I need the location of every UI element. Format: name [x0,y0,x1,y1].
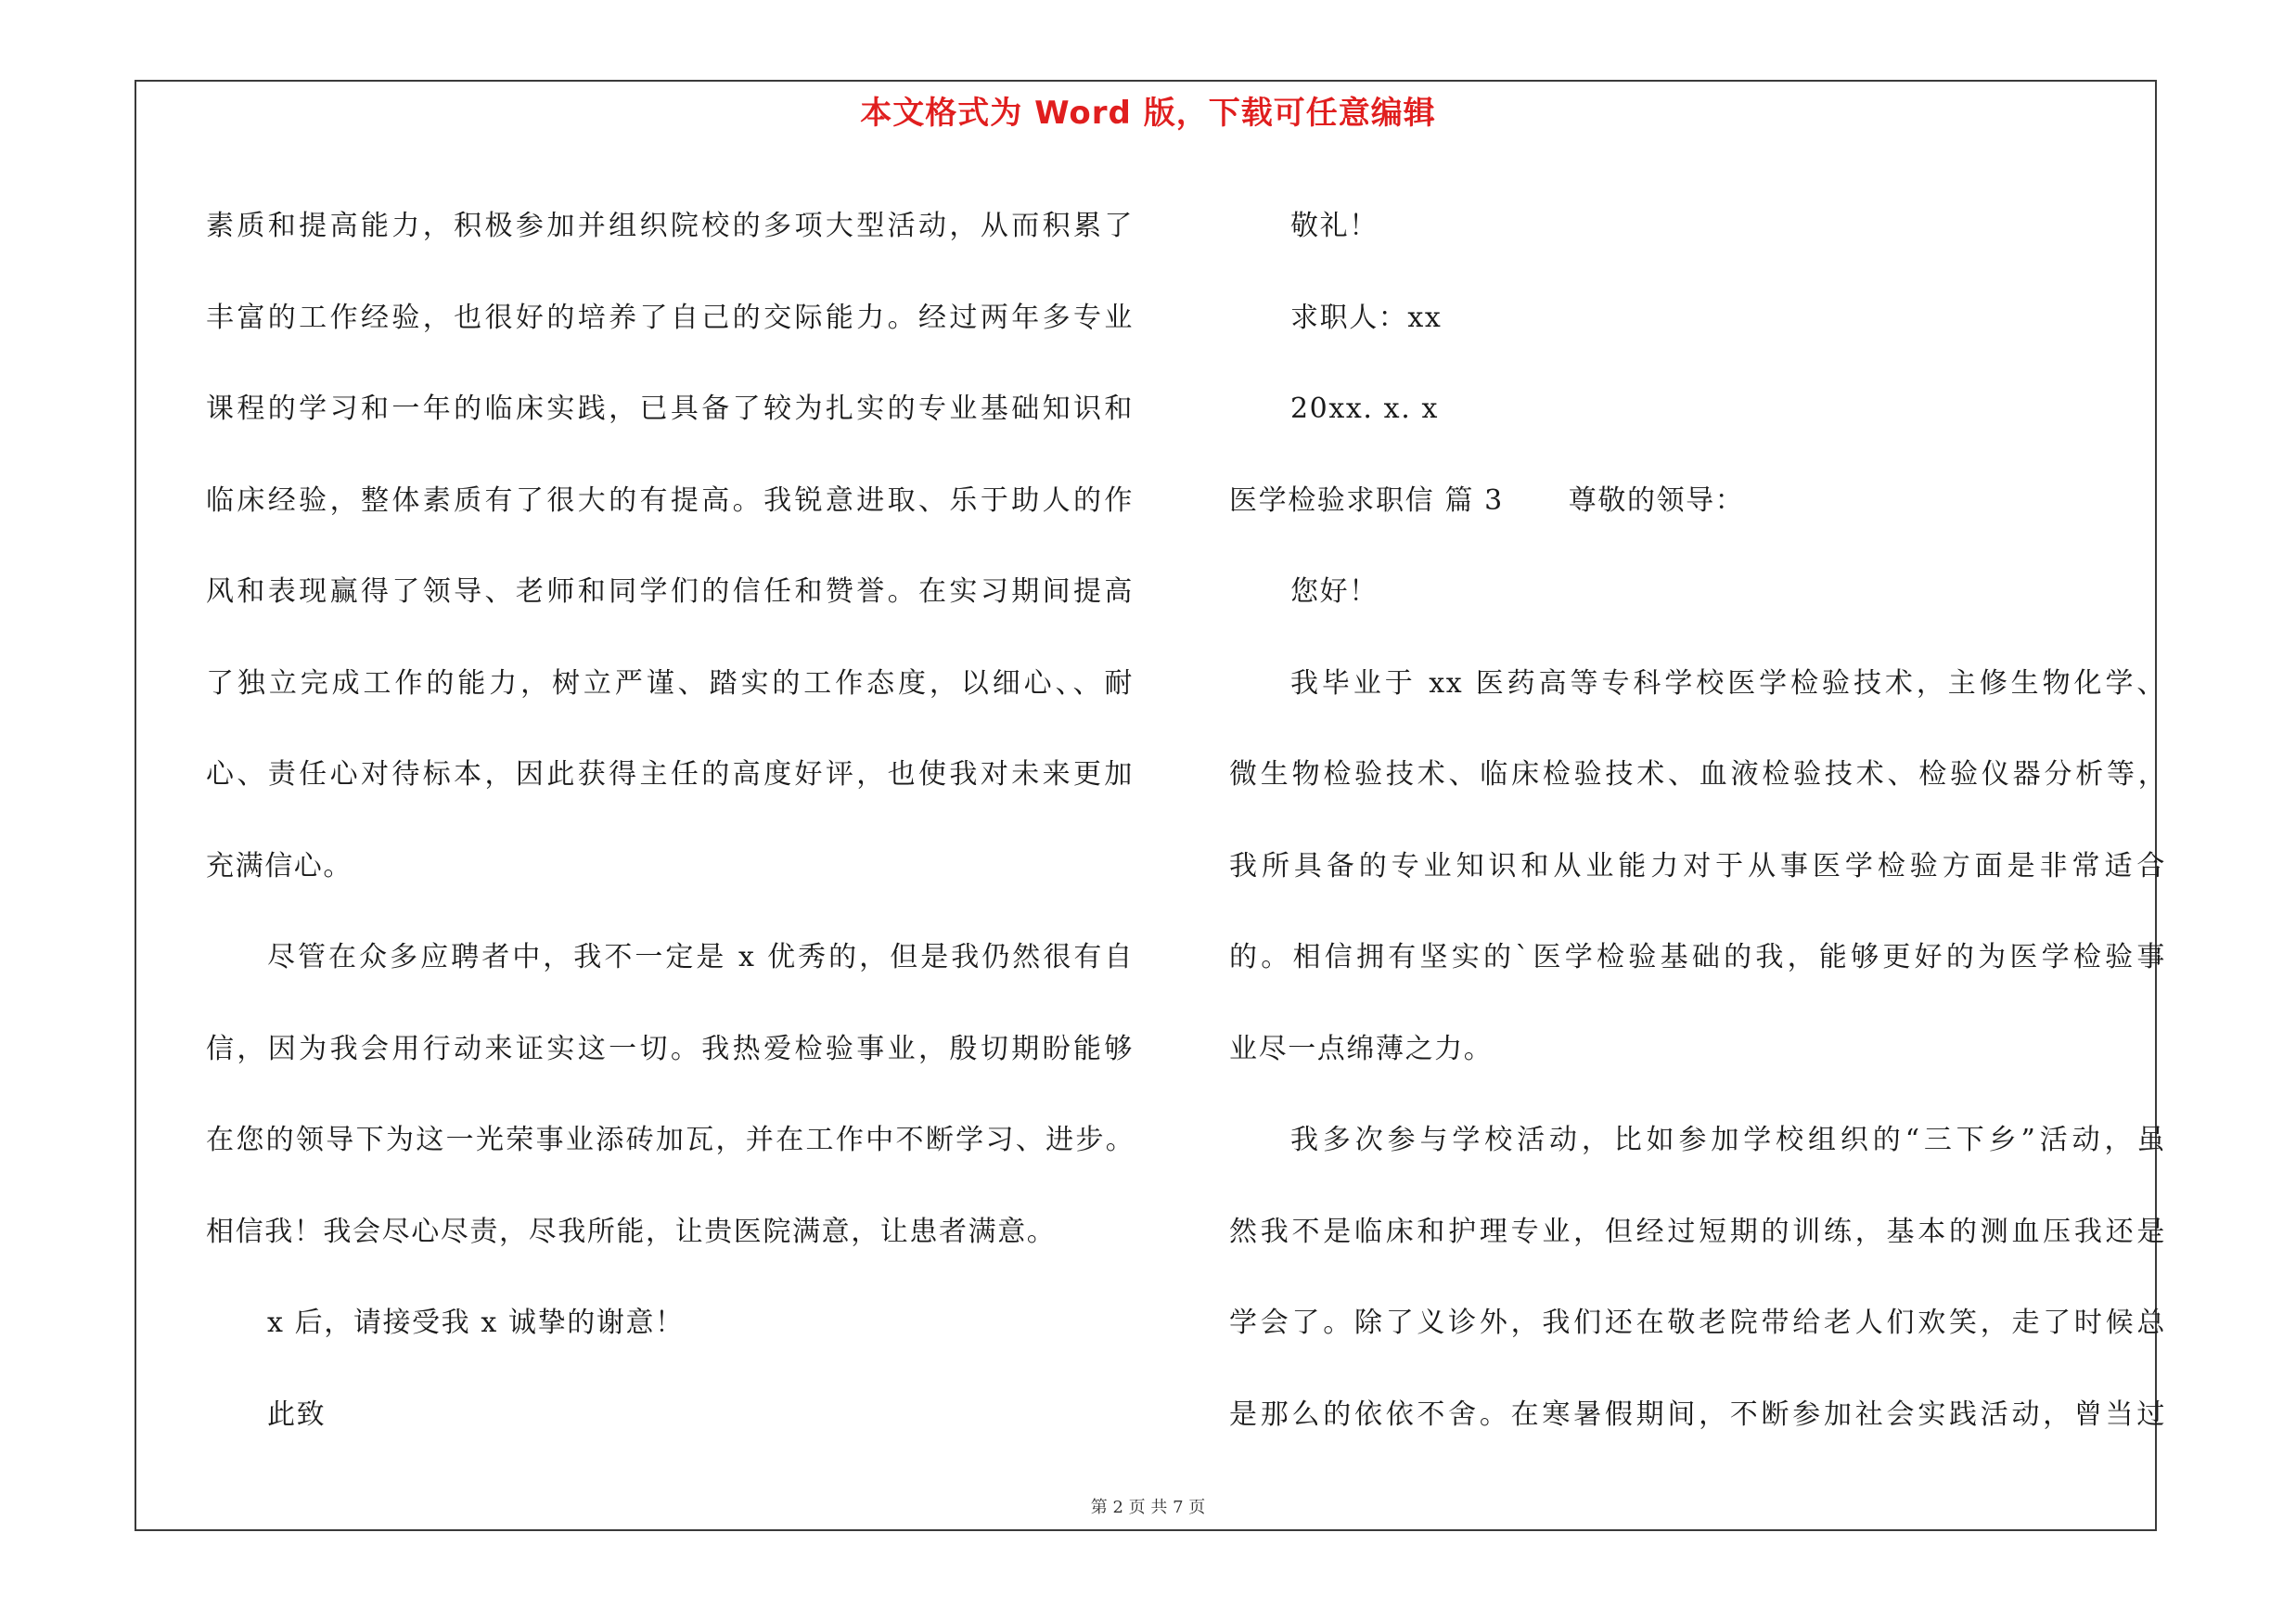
right-line: 我多次参与学校活动，比如参加学校组织的“三下乡”活动，虽 [1290,1124,2166,1156]
left-column [206,181,1134,1461]
left-line: 心、责任心对待标本，因此获得主任的高度好评，也使我对未来更加 [206,758,1134,791]
greeting-line: 您好！ [1290,575,1379,608]
section-heading [1229,456,2166,547]
right-line: 我毕业于 xx 医药高等专科学校医学检验技术，主修生物化学、 [1290,666,2166,700]
right-line: 学会了。除了义诊外，我们还在敬老院带给老人们欢笑，走了时候总 [1229,1307,2166,1339]
signature-line: 求职人：xx [1290,301,1443,334]
section-title: 医学检验求职信 篇 3 [1229,483,1504,517]
salutation: 尊敬的领导： [1568,483,1745,517]
left-line: 在您的领导下为这一光荣事业添砖加瓦，并在工作中不断学习、进步。 [206,1124,1134,1156]
date-line: 20xx. x. x [1290,393,1439,425]
format-banner: 本文格式为 Word 版，下载可任意编辑 [860,95,1436,132]
left-line: 相信我！我会尽心尽责，尽我所能，让贵医院满意，让患者满意。 [206,1215,1057,1248]
left-line: 素质和提高能力，积极参加并组织院校的多项大型活动，从而积累了 [206,210,1134,242]
left-line: 临床经验，整体素质有了很大的有提高。我锐意进取、乐于助人的作 [206,483,1134,517]
left-line: 了独立完成工作的能力，树立严谨、踏实的工作态度，以细心、、耐 [206,666,1134,700]
left-line: 充满信心。 [206,849,353,882]
left-line: 尽管在众多应聘者中，我不一定是 x 优秀的，但是我仍然很有自 [267,941,1134,973]
left-line: 丰富的工作经验，也很好的培养了自己的交际能力。经过两年多专业 [206,301,1134,334]
left-line: 课程的学习和一年的临床实践，已具备了较为扎实的专业基础知识和 [206,393,1134,425]
left-line: x 后，请接受我 x 诚挚的谢意！ [267,1307,685,1339]
left-line: 信，因为我会用行动来证实这一切。我热爱检验事业，殷切期盼能够 [206,1032,1134,1065]
closing-line: 敬礼！ [1290,210,1379,242]
right-line: 我所具备的专业知识和从业能力对于从事医学检验方面是非常适合 [1229,849,2166,882]
right-line: 然我不是临床和护理专业，但经过短期的训练，基本的测血压我还是 [1229,1215,2166,1248]
right-line: 的。相信拥有坚实的`医学检验基础的我，能够更好的为医学检验事 [1229,941,2166,973]
left-line: 风和表现赢得了领导、老师和同学们的信任和赞誉。在实习期间提高 [206,575,1134,608]
page-number-footer: 第 2 页 共 7 页 [1090,1498,1206,1517]
right-line: 微生物检验技术、临床检验技术、血液检验技术、检验仪器分析等， [1229,758,2166,791]
right-line: 是那么的依依不舍。在寒暑假期间，不断参加社会实践活动，曾当过 [1229,1398,2166,1431]
right-column [1229,181,2166,1461]
left-line: 此致 [267,1398,327,1431]
right-line: 业尽一点绵薄之力。 [1229,1032,1494,1065]
